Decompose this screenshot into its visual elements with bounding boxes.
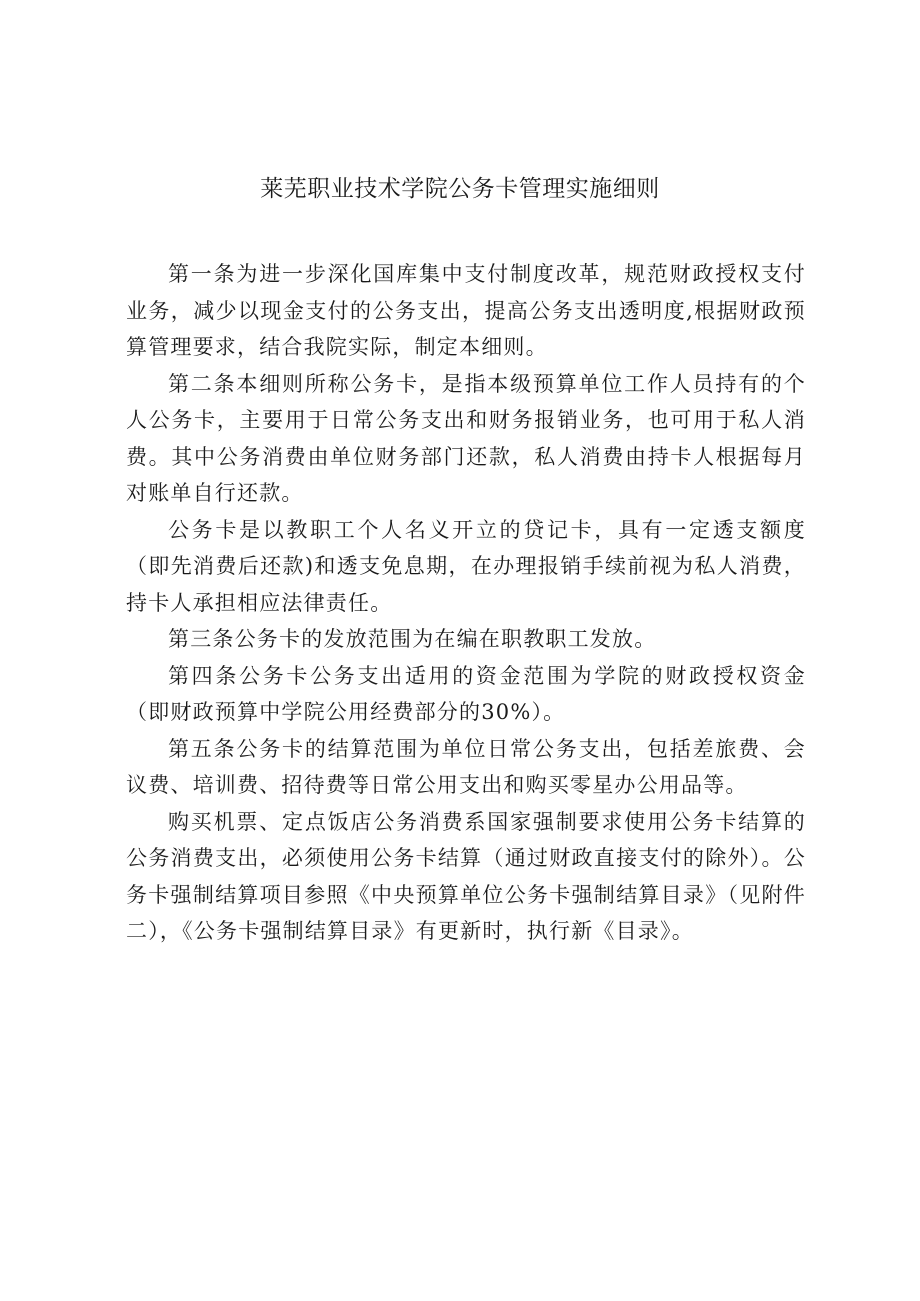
paragraph-mandatory-settlement: 购买机票、定点饭店公务消费系国家强制要求使用公务卡结算的公务消费支出，必须使用公务卡结算（通过财政直接支付的除外）。公务卡强制结算项目参照《中央预算单位公务卡强制结算目录》（见附件二），《公务卡强制结算目录》有更新时，执行新《目录》。: [126, 809, 806, 943]
paragraph-card-definition: 公务卡是以教职工个人名义开立的贷记卡，具有一定透支额度（即先消费后还款)和透支免息期，在办理报销手续前视为私人消费，持卡人承担相应法律责任。: [126, 517, 806, 615]
paragraph-article-1: 第一条为进一步深化国库集中支付制度改革，规范财政授权支付业务，减少以现金支付的公务支出，提高公务支出透明度,根据财政预算管理要求，结合我院实际，制定本细则。: [126, 262, 806, 359]
paragraph-article-2: 第二条本细则所称公务卡，是指本级预算单位工作人员持有的个人公务卡，主要用于日常公务支出和财务报销业务，也可用于私人消费。其中公务消费由单位财务部门还款，私人消费由持卡人根据每月对账单自行还款。: [126, 371, 806, 505]
paragraph-article-3: 第三条公务卡的发放范围为在编在职教职工发放。: [168, 627, 657, 651]
document-title: 莱芜职业技术学院公务卡管理实施细则: [260, 176, 660, 202]
paragraph-article-4: 第四条公务卡公务支出适用的资金范围为学院的财政授权资金（即财政预算中学院公用经费部分的30%）。: [126, 663, 806, 724]
paragraph-article-5: 第五条公务卡的结算范围为单位日常公务支出，包括差旅费、会议费、培训费、招待费等日常公用支出和购买零星办公用品等。: [126, 736, 806, 797]
document-body: [126, 256, 806, 950]
